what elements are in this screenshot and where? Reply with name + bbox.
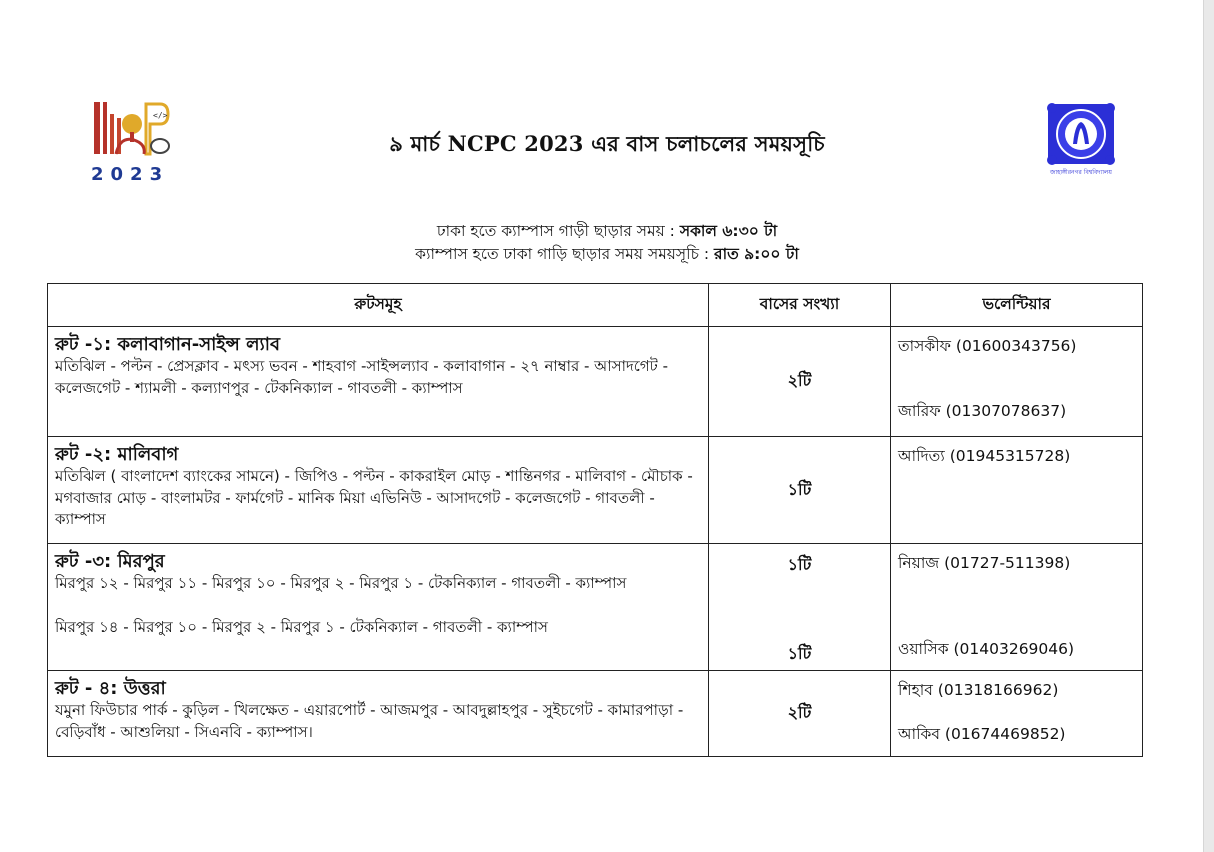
bus-count: ২টি — [709, 327, 891, 437]
bus-count: ২টি — [709, 671, 891, 757]
volunteer: জারিফ (01307078637) — [898, 402, 1067, 420]
header-routes: রুটসমূহ — [48, 284, 709, 327]
route-title: রুট - ৪: উত্তরা — [55, 678, 166, 699]
route-title: রুট -২: মালিবাগ — [55, 444, 179, 465]
departure-time: সকাল ৬:৩০ টা — [679, 222, 778, 240]
return-label: ক্যাম্পাস হতে ঢাকা গাড়ি ছাড়ার সময় সময়সূচি : — [415, 245, 715, 263]
route-4-cell — [48, 671, 709, 757]
volunteer-cell — [891, 671, 1143, 757]
volunteer: আকিব (01674469852) — [898, 725, 1066, 743]
volunteer-cell — [891, 544, 1143, 671]
ncpc-logo-year: 2023 — [91, 164, 170, 185]
route-title: রুট -১: কলাবাগান-সাইন্স ল্যাব — [55, 334, 280, 355]
route-stops-a: মিরপুর ১২ - মিরপুর ১১ - মিরপুর ১০ - মিরপুর ২ - মিরপুর ১ - টেকনিক্যাল - গাবতলী - ক্যাম্পাস — [55, 574, 627, 592]
volunteer-cell — [891, 327, 1143, 437]
university-seal-caption: জাহাঙ্গীরনগর বিশ্ববিদ্যালয় — [1050, 169, 1112, 176]
volunteer: ওয়াসিক (01403269046) — [898, 640, 1075, 658]
bus-count-a: ১টি — [787, 555, 812, 574]
table-row — [48, 671, 1143, 757]
volunteer: শিহাব (01318166962) — [898, 681, 1059, 699]
return-time-line — [0, 242, 1214, 268]
volunteer: আদিত্য (01945315728) — [898, 447, 1071, 465]
route-title: রুট -৩: মিরপুর — [55, 551, 165, 572]
route-stops: মতিঝিল - পল্টন - প্রেসক্লাব - মৎস্য ভবন - শাহবাগ -সাইন্সল্যাব - কলাবাগান - ২৭ নাম্বার - আসাদগেট - কলেজগেট - শ্যামলী - কল্যাণপুর - টেকনিক্যাল - গাবতলী - ক্যাম্পাস — [55, 357, 669, 397]
bus-count: ১টি — [709, 437, 891, 544]
volunteer: তাসকীফ (01600343756) — [898, 337, 1077, 355]
volunteer: নিয়াজ (01727-511398) — [898, 554, 1071, 572]
svg-text:</>: </> — [153, 111, 168, 120]
route-2-cell — [48, 437, 709, 544]
bus-schedule-table — [47, 283, 1143, 757]
route-stops-b: মিরপুর ১৪ - মিরপুর ১০ - মিরপুর ২ - মিরপুর ১ - টেকনিক্যাল - গাবতলী - ক্যাম্পাস — [55, 617, 548, 636]
header-volunteers: ভলেন্টিয়ার — [891, 284, 1143, 327]
route-3-cell — [48, 544, 709, 671]
table-row — [48, 544, 1143, 671]
return-time: রাত ৯:০০ টা — [714, 245, 799, 263]
table-row — [48, 327, 1143, 437]
table-header-row — [48, 284, 1143, 327]
header-bus-count: বাসের সংখ্যা — [709, 284, 891, 327]
bus-count-b: ১টি — [787, 644, 812, 663]
route-stops: মতিঝিল ( বাংলাদেশ ব্যাংকের সামনে) - জিপিও - পল্টন - কাকরাইল মোড় - শান্তিনগর - মালিবাগ - মৌচাক - মগবাজার মোড় - বাংলামটর - ফার্মগেট - মানিক মিয়া এভিনিউ - আসাদগেট - কলেজগেট - গাবতলী - ক্যাম্পাস — [55, 467, 693, 528]
page-title: ৯ মার্চ NCPC 2023 এর বাস চলাচলের সময়সূচি — [389, 131, 825, 156]
route-stops: যমুনা ফিউচার পার্ক - কুড়িল - খিলক্ষেত - এয়ারপোর্ট - আজমপুর - আবদুল্লাহপুর - সুইচগেট - কামারপাড়া - বেড়িবাঁধ - আশুলিয়া - সিএনবি - ক্যাম্পাস। — [55, 701, 684, 741]
bus-count-cell — [709, 544, 891, 671]
route-1-cell — [48, 327, 709, 437]
departure-label: ঢাকা হতে ক্যাম্পাস গাড়ী ছাড়ার সময় : — [436, 222, 680, 240]
table-row — [48, 437, 1143, 544]
volunteer-cell — [891, 437, 1143, 544]
